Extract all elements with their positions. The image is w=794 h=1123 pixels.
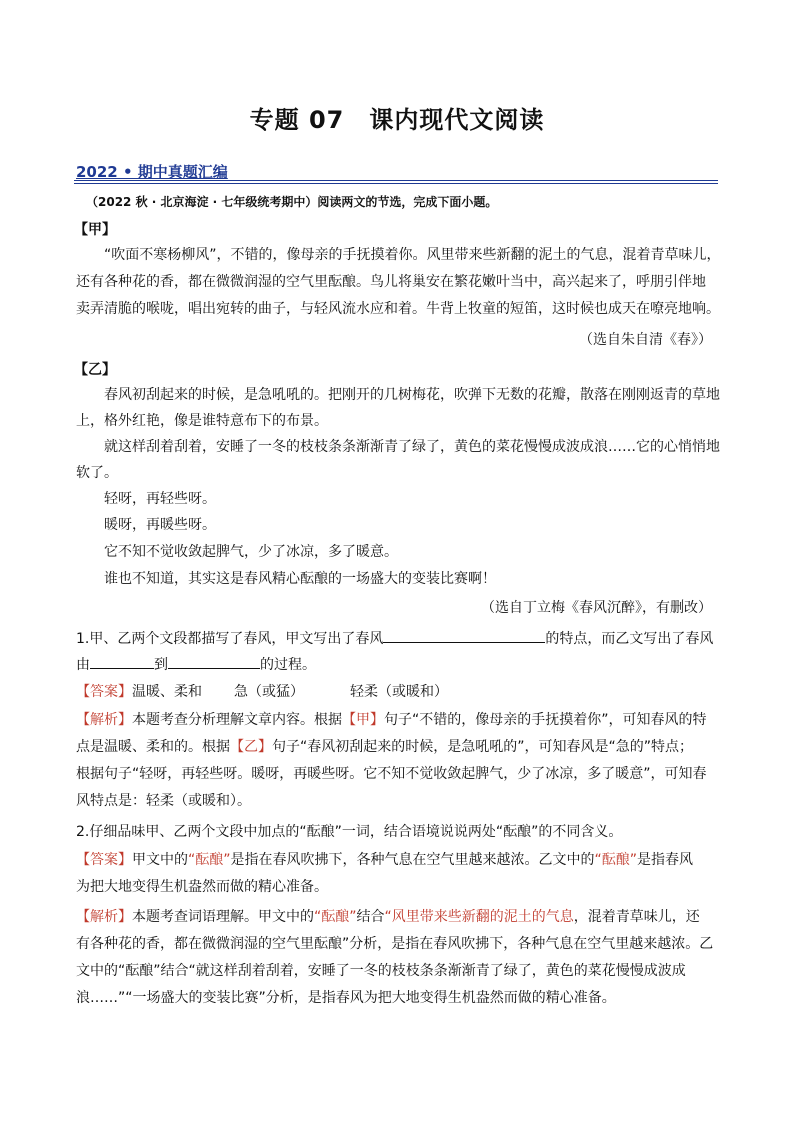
answer-blank-2 [90, 654, 154, 669]
answer-blank-3 [168, 654, 260, 669]
question-1-answer: 【答案】温暖、柔和 急（或猛） 轻柔（或暖和） [76, 684, 448, 700]
question-1-analysis: 风特点是：轻柔（或暖和）。 [76, 793, 251, 809]
passage-jia-line: 卖弄清脆的喉咙，唱出宛转的曲子，与轻风流水应和着。牛背上牧童的短笛，这时候也成天在嘹亮地响。 [76, 301, 720, 317]
question-1-line: 由 到 的过程。 [76, 654, 316, 675]
question-2-line: 2.仔细品味甲、乙两个文段中加点的“酝酿”一词，结合语境说说两处“酝酿”的不同含义。 [76, 824, 623, 840]
passage-yi-line: 软了。 [76, 465, 118, 481]
question-2-analysis: 文中的“酝酿”结合“就这样刮着刮着，安睡了一冬的枝枝条条渐渐青了绿了，黄色的菜花慢慢成波成 [76, 963, 686, 979]
section-rule-thin [74, 183, 718, 184]
passage-yi-line: 上，格外红艳，像是谁特意布下的布景。 [76, 413, 328, 429]
question-1-analysis: 点是温暖、柔和的。根据【乙】句子“春风初刮起来的时候，是急吼吼的”，可知春风是“急的”特点； [76, 739, 694, 755]
passage-yi-line: 谁也不知道，其实这是春风精心酝酿的一场盛大的变装比赛啊！ [104, 571, 496, 587]
question-2-analysis: 【解析】本题考查词语理解。甲文中的“酝酿”结合“风里带来些新翻的泥土的气息，混着青草味儿，还 [76, 909, 700, 925]
question-2-analysis: 有各种花的香，都在微微润湿的空气里酝酿”分析，是指在春风吹拂下，各种气息在空气里越来越浓。乙 [76, 936, 714, 952]
question-1-analysis: 【解析】本题考查分析理解文章内容。根据【甲】句子“不错的，像母亲的手抚摸着你”，可知春风的特 [76, 712, 707, 728]
question-1-analysis: 根据句子“轻呀，再轻些呀。暖呀，再暖些呀。它不知不觉收敛起脾气，少了冰凉，多了暖意”，可知春 [76, 766, 707, 782]
passage-yi-line: 轻呀，再轻些呀。 [104, 491, 216, 507]
section-rule [74, 180, 718, 181]
passage-yi-line: 就这样刮着刮着，安睡了一冬的枝枝条条渐渐青了绿了，黄色的菜花慢慢成波成浪……它的心悄悄地 [104, 439, 720, 455]
passage-yi-line: 暖呀，再暖些呀。 [104, 517, 216, 533]
passage-yi-line: 春风初刮起来的时候，是急吼吼的。把刚开的几树梅花，吹弹下无数的花瓣，散落在刚刚返青的草地 [104, 387, 720, 403]
passage-jia-source: （选自朱自清《春》） [579, 332, 712, 348]
passage-yi-source: （选自丁立梅《春风沉醉》，有删改） [481, 600, 712, 616]
question-2-answer: 【答案】甲文中的“酝酿”是指在春风吹拂下，各种气息在空气里越来越浓。乙文中的“酝酿”是指春风 [76, 852, 694, 868]
passage-jia-marker: 【甲】 [74, 222, 116, 238]
question-2-answer: 为把大地变得生机盎然而做的精心准备。 [76, 879, 328, 895]
question-2-analysis: 浪……”“一场盛大的变装比赛”分析，是指春风为把大地变得生机盎然而做的精心准备。 [76, 990, 616, 1006]
passage-jia-line: 还有各种花的香，都在微微润湿的空气里酝酿。鸟儿将巢安在繁花嫩叶当中，高兴起来了，呼朋引伴地 [76, 274, 706, 290]
passage-yi-marker: 【乙】 [74, 362, 116, 378]
question-1-line: 1.甲、乙两个文段都描写了春风，甲文写出了春风 的特点，而乙文写出了春风 [76, 628, 713, 649]
passage-jia-line: “吹面不寒杨柳风”，不错的，像母亲的手抚摸着你。风里带来些新翻的泥土的气息，混着青草味儿， [104, 247, 721, 263]
section-heading: 2022 • 期中真题汇编 [76, 163, 228, 181]
page-title: 专题 07 课内现代文阅读 [249, 106, 545, 134]
question-intro: （2022 秋 · 北京海淀 · 七年级统考期中）阅读两文的节选，完成下面小题。 [86, 195, 498, 209]
passage-yi-line: 它不知不觉收敛起脾气，少了冰凉，多了暖意。 [104, 544, 398, 560]
answer-blank-1 [383, 628, 545, 643]
